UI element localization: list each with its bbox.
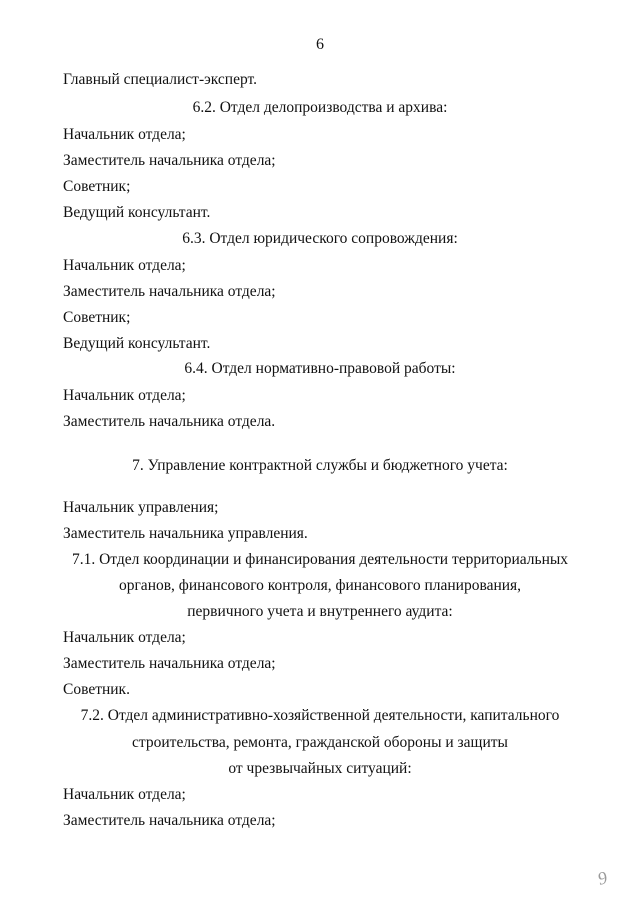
text-line: Начальник отдела; (63, 257, 186, 274)
text-line: Начальник отдела; (63, 126, 186, 143)
section-heading: 6.2. Отдел делопроизводства и архива: (192, 99, 448, 116)
text-line: Советник; (63, 309, 131, 326)
text-line: Заместитель начальника управления. (63, 525, 308, 542)
section-heading: 6.4. Отдел нормативно-правовой работы: (184, 360, 456, 377)
text-line: Начальник отдела; (63, 387, 186, 404)
text-line: Ведущий консультант. (63, 204, 211, 221)
text-line: Начальник отдела; (63, 629, 186, 646)
section-heading: 7.1. Отдел координации и финансирования деятельности территориальных (71, 551, 569, 568)
page-number: 6 (316, 36, 324, 53)
text-line: Ведущий консультант. (63, 335, 211, 352)
section-heading: от чрезвычайных ситуаций: (228, 760, 412, 777)
text-line: Советник. (63, 681, 130, 698)
text-line: Начальник отдела; (63, 786, 186, 803)
text-line: Заместитель начальника отдела; (63, 655, 276, 672)
text-line: Заместитель начальника отдела; (63, 812, 276, 829)
section-heading: органов, финансового контроля, финансового планирования, (118, 577, 522, 594)
section-heading: 7. Управление контрактной службы и бюджетного учета: (132, 457, 508, 474)
section-heading: строительства, ремонта, гражданской обороны и защиты (132, 734, 508, 751)
text-line: Заместитель начальника отдела; (63, 283, 276, 300)
text-line: Главный специалист-эксперт. (63, 71, 257, 88)
section-heading: 6.3. Отдел юридического сопровождения: (182, 230, 458, 247)
handwritten-mark: 9 (595, 867, 610, 889)
text-line: Начальник управления; (63, 499, 219, 516)
text-line: Советник; (63, 178, 131, 195)
section-heading: 7.2. Отдел административно-хозяйственной деятельности, капитального (80, 707, 560, 724)
text-line: Заместитель начальника отдела. (63, 413, 276, 430)
section-heading: первичного учета и внутреннего аудита: (187, 603, 453, 620)
text-line: Заместитель начальника отдела; (63, 152, 276, 169)
